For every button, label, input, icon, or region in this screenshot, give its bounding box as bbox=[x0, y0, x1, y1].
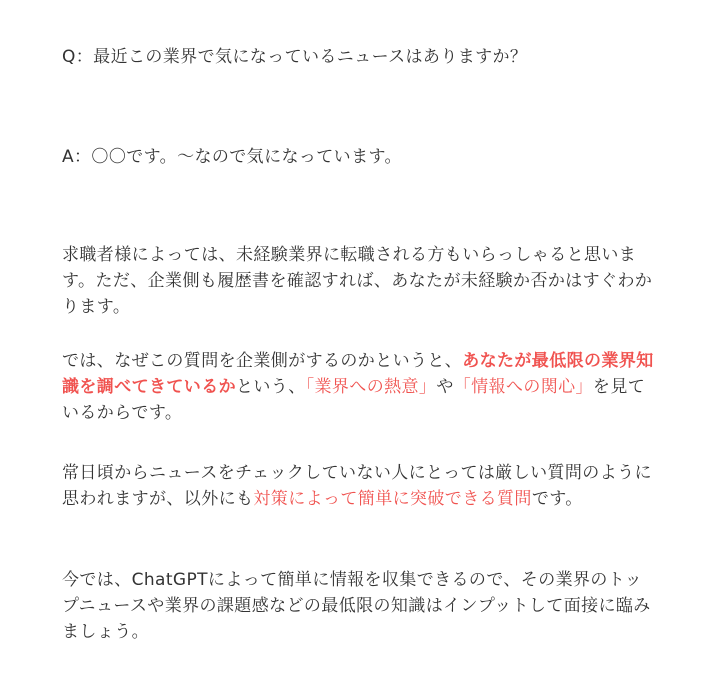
paragraph-2-bold-emphasis: あなたが最低限の業界知識を調べてきているか bbox=[62, 351, 654, 397]
paragraph-2 bbox=[62, 348, 658, 426]
paragraph-2-text-middle: という、 bbox=[236, 377, 306, 397]
paragraph-2-highlight-enthusiasm: 「業界への熱意」 bbox=[305, 377, 437, 397]
answer-text: A：〇〇です。～なので気になっています。 bbox=[62, 147, 402, 167]
paragraph-3-text-before: 常日頃からニュースをチェックしていない人にとっては厳しい質問のように思われますが、以外にも bbox=[62, 463, 652, 509]
paragraph-3-text-after: です。 bbox=[531, 489, 583, 509]
paragraph-2-text-after: を見ているからです。 bbox=[62, 377, 646, 423]
paragraph-3-highlight: 対策によって簡単に突破できる質問 bbox=[253, 489, 532, 509]
paragraph-3 bbox=[62, 460, 658, 512]
paragraph-2-joiner: や bbox=[436, 377, 454, 397]
paragraph-4: 今では、ChatGPTによって簡単に情報を収集できるので、その業界のトップニュースや業界の課題感などの最低限の知識はインプットして面接に臨みましょう。 bbox=[62, 570, 651, 642]
paragraph-1: 求職者様によっては、未経験業界に転職される方もいらっしゃると思います。ただ、企業側も履歴書を確認すれば、あなたが未経験か否かはすぐわかります。 bbox=[62, 245, 653, 317]
question-text: Q：最近この業界で気になっているニュースはありますか？ bbox=[62, 47, 528, 67]
paragraph-2-highlight-interest: 「情報への関心」 bbox=[453, 377, 593, 397]
paragraph-2-text-before: では、なぜこの質問を企業側がするのかというと、 bbox=[62, 351, 463, 371]
